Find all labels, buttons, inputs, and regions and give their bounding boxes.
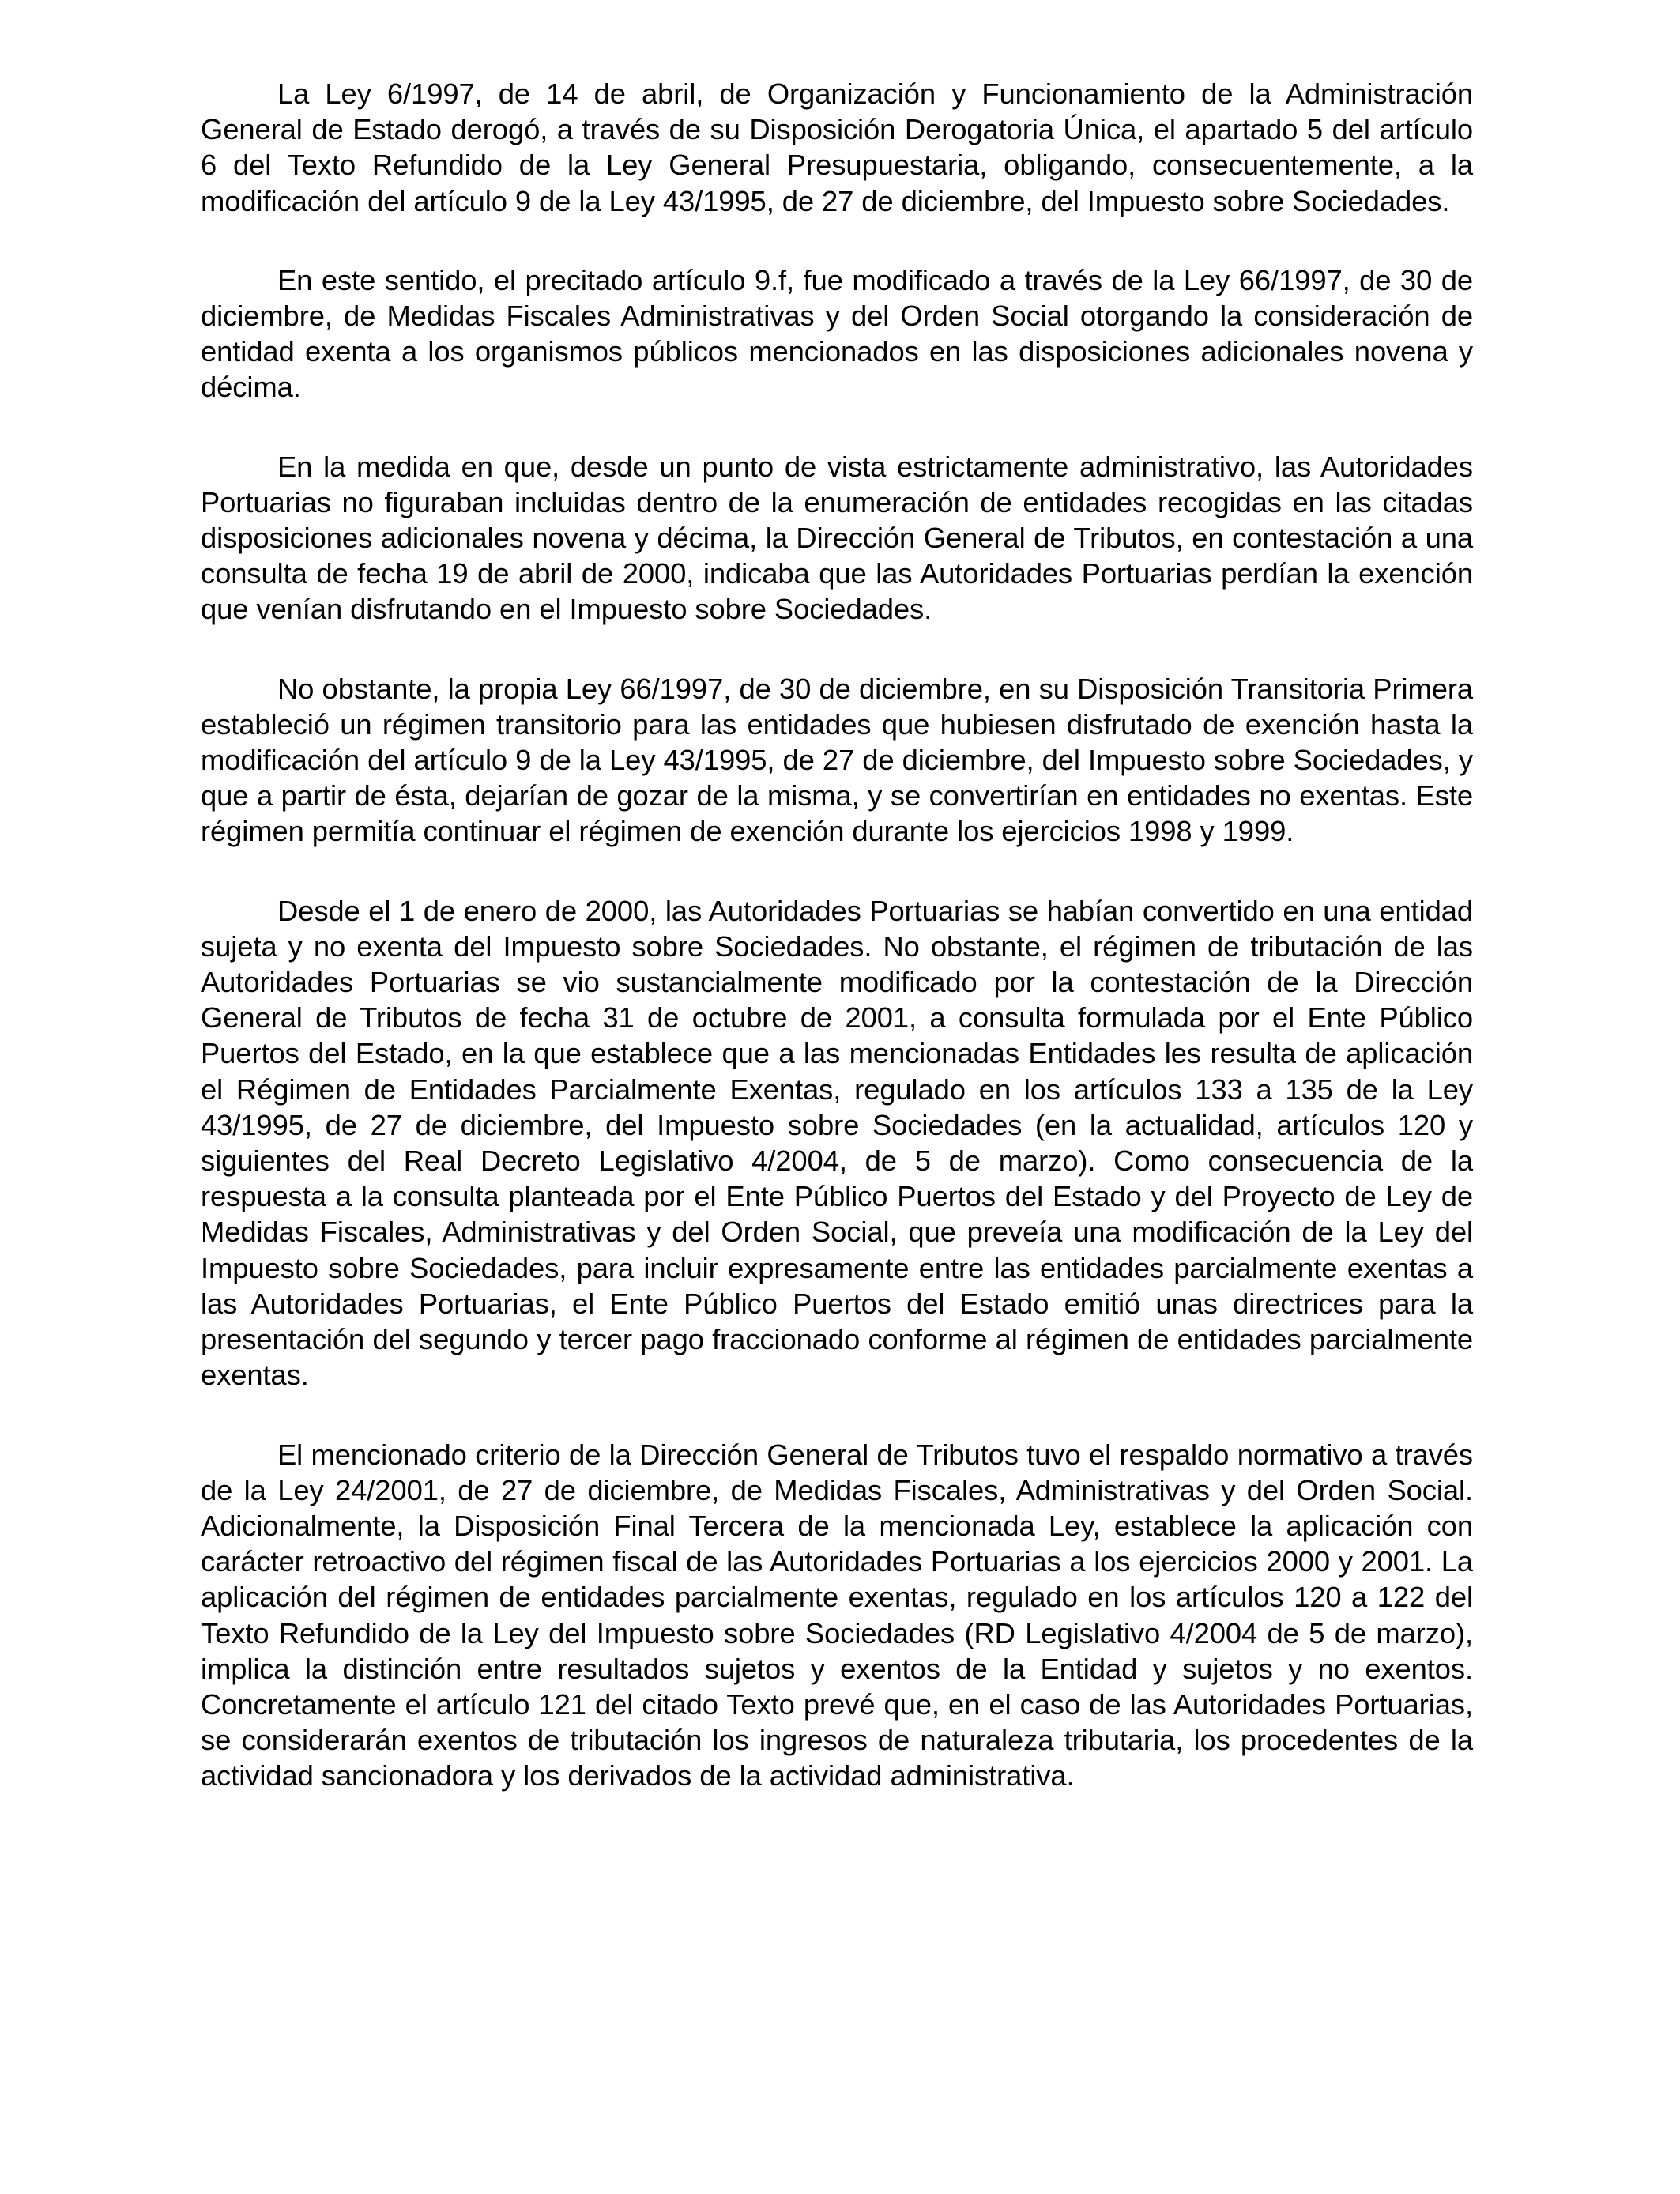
paragraph-3: En la medida en que, desde un punto de vista estrictamente administrativo, las Autoridades Portuarias no figuraban incluidas dentro de la enumeración de entidades recogidas en las citadas disposiciones adicionales novena y décima, la Dirección General de Tributos, en contestación a una consulta de fecha 19 de abril de 2000, indicaba que las Autoridades Portuarias perdían la exención que venían disfrutando en el Impuesto sobre Sociedades. bbox=[201, 450, 1473, 626]
paragraph-1: La Ley 6/1997, de 14 de abril, de Organización y Funcionamiento de la Administración General de Estado derogó, a través de su Disposición Derogatoria Única, el apartado 5 del artículo 6 del Texto Refundido de la Ley General Presupuestaria, obligando, consecuentemente, a la modificación del artículo 9 de la Ley 43/1995, de 27 de diciembre, del Impuesto sobre Sociedades. bbox=[201, 77, 1473, 217]
paragraph-6: El mencionado criterio de la Dirección General de Tributos tuvo el respaldo normativo a través de la Ley 24/2001, de 27 de diciembre, de Medidas Fiscales, Administrativas y del Orden Social. Adicionalmente, la Disposición Final Tercera de la mencionada Ley, establece la aplicación con carácter retroactivo del régimen fiscal de las Autoridades Portuarias a los ejercicios 2000 y 2001. La aplicación del régimen de entidades parcialmente exentas, regulado en los artículos 120 a 122 del Texto Refundido de la Ley del Impuesto sobre Sociedades (RD Legislativo 4/2004 de 5 de marzo), implica la distinción entre resultados sujetos y exentos de la Entidad y sujetos y no exentos. Concretamente el artículo 121 del citado Texto prevé que, en el caso de las Autoridades Portuarias, se considerarán exentos de tributación los ingresos de naturaleza tributaria, los procedentes de la actividad sancionadora y los derivados de la actividad administrativa. bbox=[201, 1438, 1473, 1793]
paragraph-2: En este sentido, el precitado artículo 9.f, fue modificado a través de la Ley 66/1997, de 30 de diciembre, de Medidas Fiscales Administrativas y del Orden Social otorgando la consideración de entidad exenta a los organismos públicos mencionados en las disposiciones adicionales novena y décima. bbox=[201, 263, 1473, 404]
document-page bbox=[201, 76, 1473, 1838]
paragraph-4: No obstante, la propia Ley 66/1997, de 30 de diciembre, en su Disposición Transitoria Primera estableció un régimen transitorio para las entidades que hubiesen disfrutado de exención hasta la modificación del artículo 9 de la Ley 43/1995, de 27 de diciembre, del Impuesto sobre Sociedades, y que a partir de ésta, dejarían de gozar de la misma, y se convertirían en entidades no exentas. Este régimen permitía continuar el régimen de exención durante los ejercicios 1998 y 1999. bbox=[201, 672, 1473, 848]
paragraph-5: Desde el 1 de enero de 2000, las Autoridades Portuarias se habían convertido en una entidad sujeta y no exenta del Impuesto sobre Sociedades. No obstante, el régimen de tributación de las Autoridades Portuarias se vio sustancialmente modificado por la contestación de la Dirección General de Tributos de fecha 31 de octubre de 2001, a consulta formulada por el Ente Público Puertos del Estado, en la que establece que a las mencionadas Entidades les resulta de aplicación el Régimen de Entidades Parcialmente Exentas, regulado en los artículos 133 a 135 de la Ley 43/1995, de 27 de diciembre, del Impuesto sobre Sociedades (en la actualidad, artículos 120 y siguientes del Real Decreto Legislativo 4/2004, de 5 de marzo). Como consecuencia de la respuesta a la consulta planteada por el Ente Público Puertos del Estado y del Proyecto de Ley de Medidas Fiscales, Administrativas y del Orden Social, que preveía una modificación de la Ley del Impuesto sobre Sociedades, para incluir expresamente entre las entidades parcialmente exentas a las Autoridades Portuarias, el Ente Público Puertos del Estado emitió unas directrices para la presentación del segundo y tercer pago fraccionado conforme al régimen de entidades parcialmente exentas. bbox=[201, 894, 1473, 1392]
